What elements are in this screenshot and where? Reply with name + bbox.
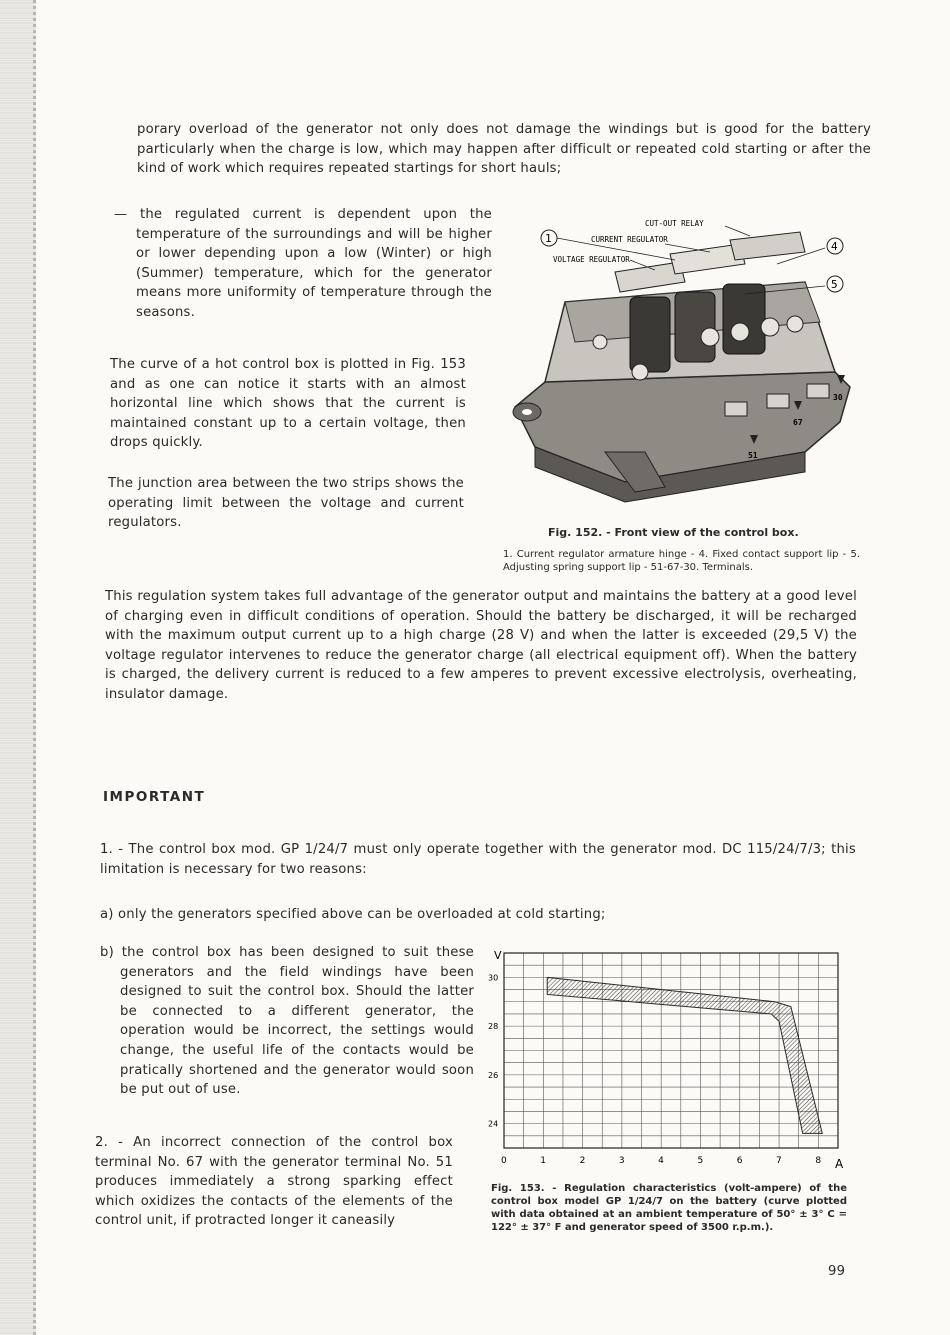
fig-152-title: Fig. 152. - Front view of the control box. — [548, 526, 799, 539]
x-tick-label: 3 — [618, 1156, 625, 1166]
x-tick-label: 0 — [501, 1156, 507, 1166]
y-tick-label: 30 — [488, 973, 499, 983]
page-number: 99 — [828, 1264, 846, 1279]
y-axis-label: V — [494, 949, 502, 962]
y-tick-label: 26 — [488, 1070, 499, 1080]
label-voltage-regulator: VOLTAGE REGULATOR — [553, 255, 630, 264]
paragraph-regulation-system: This regulation system takes full advantage of the generator output and maintains the battery at a good level of charging even in difficult conditions of operation. Should the battery be discharged, it will be recharged with the maximum output current up to a high charge (28 V) and when the latter is exceeded (29,5 V) the voltage regulator intervenes to reduce the generator charge (all electrical equipment off). When the battery is charged, the delivery current is reduced to a few amperes to prevent excessive electrolysis, overheating, insulator damage. — [105, 589, 857, 702]
item-b: b) the control box has been designed to suit these generators and the field windings have been designed to suit the control box. Should the latter be connected to a different generator, the operation would be incorrect, the settings would change, the useful life of the contacts would be pratically shortened and the generator would soon be put out of use. — [100, 945, 474, 1098]
y-tick-label: 28 — [488, 1022, 499, 1032]
y-tick-label: 24 — [488, 1119, 499, 1129]
control-box-illustration — [505, 212, 865, 517]
fig-153-caption: Fig. 153. - Regulation characteristics (volt-ampere) of the control box model GP 1/24/7 on the battery (curve plotted with data obtained at an ambient temperature of 50° ± 3° C = 122° ± 37° F and generator speed of 3500 r.p.m.). — [491, 1183, 847, 1233]
bullet-temperature: — the regulated current is dependent upon the temperature of the surroundings and will be higher or lower depending upon a low (Winter) or high (Summer) temperature, which for the generator means more uniformity of temperature through the seasons. — [114, 207, 492, 320]
x-tick-label: 5 — [697, 1156, 704, 1166]
x-tick-label: 1 — [540, 1156, 547, 1166]
label-terminal-30: 30 — [833, 393, 843, 402]
heading-important: IMPORTANT — [103, 789, 206, 805]
item-1: 1. - The control box mod. GP 1/24/7 must only operate together with the generator mod. DC 115/24/7/3; this limitation is necessary for two reasons: — [100, 842, 856, 877]
label-cutout-relay: CUT-OUT RELAY — [645, 219, 704, 228]
label-current-regulator: CURRENT REGULATOR — [591, 235, 668, 244]
scan-binding-edge — [0, 0, 36, 1335]
x-tick-label: 6 — [736, 1156, 743, 1166]
x-axis-label: A — [835, 1157, 844, 1171]
label-5: 5 — [831, 278, 838, 291]
fig-152-caption: 1. Current regulator armature hinge - 4. Fixed contact support lip - 5. Adjusting spring support lip - 51-67-30. Terminals. — [503, 549, 860, 573]
paragraph-hot-curve: The curve of a hot control box is plotted in Fig. 153 and as one can notice it starts with an almost horizontal line which shows that the current is maintained constant up to a certain voltage, then drops quickly. — [110, 357, 466, 451]
label-4: 4 — [831, 240, 838, 253]
label-terminal-51: 51 — [748, 451, 758, 460]
x-tick-label: 4 — [658, 1156, 664, 1166]
intro-paragraph: porary overload of the generator not only does not damage the windings but is good for the battery particularly when the charge is low, which may happen after difficult or repeated cold starting or after the kind of work which requires repeated startings for short hauls; — [137, 122, 871, 177]
fig-153-chart — [482, 943, 854, 1176]
label-terminal-67: 67 — [793, 418, 803, 427]
item-a: a) only the generators specified above can be overloaded at cold starting; — [100, 907, 606, 922]
x-tick-label: 2 — [579, 1156, 586, 1166]
item-2: 2. - An incorrect connection of the control box terminal No. 67 with the generator terminal No. 51 produces immediately a strong sparking effect which oxidizes the contacts of the elements of the control unit, if protracted longer it caneasily — [95, 1135, 453, 1229]
x-tick-label: 8 — [815, 1156, 822, 1166]
regulation-band — [547, 977, 822, 1133]
x-tick-label: 7 — [776, 1156, 782, 1166]
paragraph-junction: The junction area between the two strips shows the operating limit between the voltage and current regulators. — [108, 476, 464, 531]
label-1: 1 — [545, 232, 552, 245]
figure-152 — [505, 212, 865, 517]
